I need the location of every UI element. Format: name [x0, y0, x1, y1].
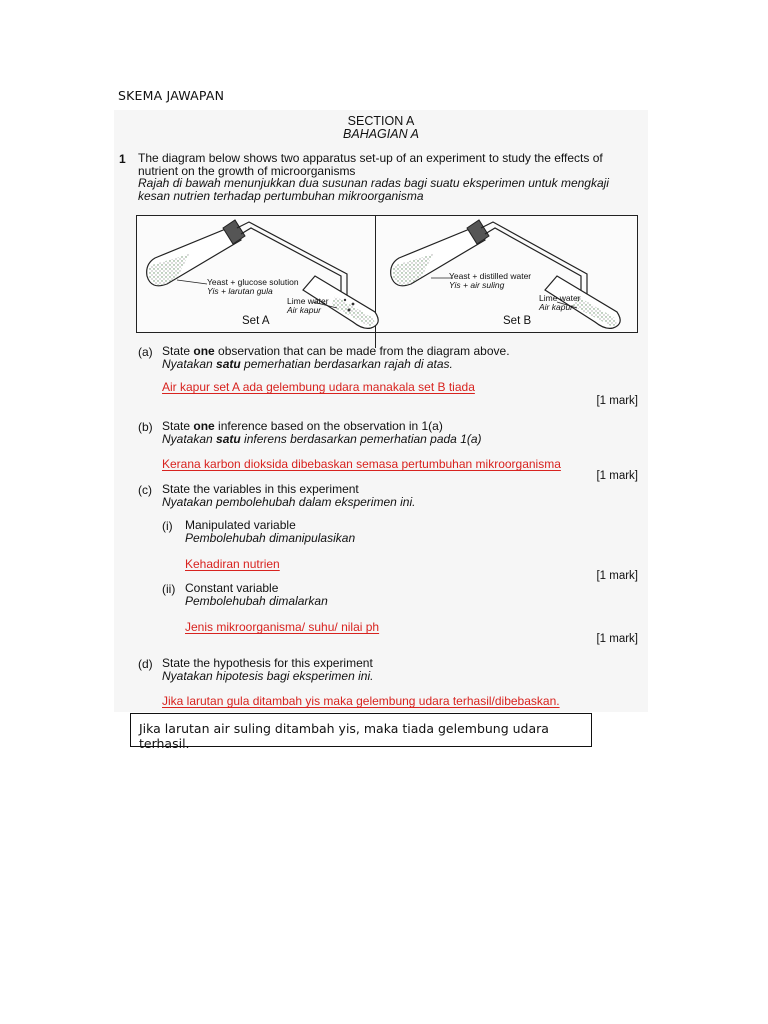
part-d-question: State the hypothesis for this experiment Nyatakan hipotesis bagi eksperimen ini. [162, 656, 374, 683]
part-b-label: (b) [138, 420, 153, 434]
set-b-label: Set B [503, 315, 532, 327]
stem-en-line1: The diagram below shows two apparatus set-up of an experiment to study the effects of [138, 151, 603, 165]
question-stem [138, 152, 628, 202]
part-a-answer: Air kapur set A ada gelembung udara manakala set B tiada [162, 380, 475, 394]
part-d-label: (d) [138, 657, 153, 671]
part-b-question: State one inference based on the observation in 1(a) Nyatakan satu inferens berdasarkan pemerhatian pada 1(a) [162, 419, 482, 446]
set-b-limewater-label: Lime water Air kapur [539, 293, 581, 312]
stem-ms-line2: kesan nutrien terhadap pertumbuhan mikroorganisma [138, 188, 424, 203]
part-b-mark: [1 mark] [596, 470, 638, 482]
part-c-ii-mark: [1 mark] [596, 633, 638, 645]
set-a-bubble [348, 309, 351, 312]
set-b-content-label: Yeast + distilled water Yis + air suling [449, 271, 532, 290]
set-a-content-label: Yeast + glucose solution Yis + larutan gula [207, 277, 299, 296]
set-a-limewater-label: Lime water Air kapur [287, 296, 329, 315]
set-a-bubble [344, 299, 346, 301]
stem-en-line2: nutrient on the growth of microorganisms [138, 163, 356, 178]
section-heading: SECTION A [347, 114, 415, 128]
part-d-answer: Jika larutan gula ditambah yis maka gelembung udara terhasil/dibebaskan. [162, 694, 560, 708]
part-c-ii-question: Constant variable Pembolehubah dimalarkan [185, 581, 328, 608]
part-c-label: (c) [138, 483, 152, 497]
additional-answer-box [130, 713, 592, 751]
part-b-answer: Kerana karbon dioksida dibebaskan semasa pertumbuhan mikroorganisma [162, 457, 561, 471]
question-number: 1 [119, 152, 126, 166]
document-title: SKEMA JAWAPAN [118, 88, 225, 103]
apparatus-figure [136, 215, 638, 333]
part-c-i-question: Manipulated variable Pembolehubah dimanipulasikan [185, 518, 356, 545]
set-a-apparatus [147, 220, 379, 328]
stem-ms-line1: Rajah di bawah menunjukkan dua susunan radas bagi suatu eksperimen untuk mengkaji [138, 176, 609, 190]
part-c-ii-answer: Jenis mikroorganisma/ suhu/ nilai ph [185, 620, 380, 634]
set-a-label: Set A [242, 315, 270, 327]
part-c-i-label: (i) [162, 519, 173, 533]
part-c-question: State the variables in this experiment Nyatakan pembolehubah dalam eksperimen ini. [162, 482, 416, 509]
part-a-question: State one observation that can be made from the diagram above. Nyatakan satu pemerhatian berdasarkan rajah di atas. [162, 344, 510, 371]
part-a-label: (a) [138, 345, 153, 359]
additional-answer-text: Jika larutan air suling ditambah yis, maka tiada gelembung udara terhasil. [139, 721, 549, 751]
part-a-mark: [1 mark] [596, 395, 638, 407]
scanned-question-page [114, 110, 648, 712]
set-a-bubble [352, 303, 355, 306]
part-c-ii-label: (ii) [162, 582, 176, 596]
part-c-i-mark: [1 mark] [596, 570, 638, 582]
section-heading-malay: BAHAGIAN A [343, 127, 419, 141]
part-c-i-answer: Kehadiran nutrien [185, 557, 280, 571]
apparatus-drawing [137, 216, 637, 332]
